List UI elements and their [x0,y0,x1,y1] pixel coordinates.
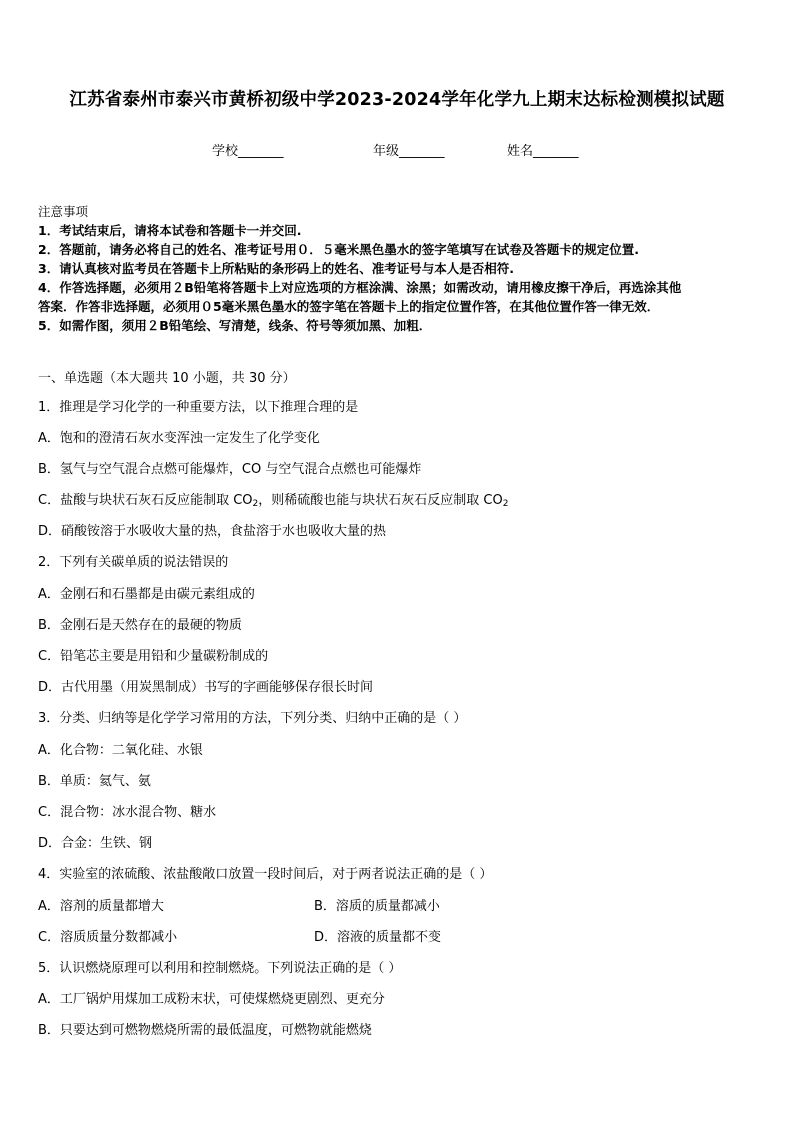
question-4-stem: 4．实验室的浓硫酸、浓盐酸敞口放置一段时间后，对于两者说法正确的是（ ） [38,867,493,882]
option-c-text-part1: C．盐酸与块状石灰石反应能制取 CO [38,493,253,508]
question-5-stem: 5．认识燃烧原理可以利用和控制燃烧。下列说法正确的是（ ） [38,961,402,976]
notice-item: 3．请认真核对监考员在答题卡上所粘贴的条形码上的姓名、准考证号与本人是否相符. [38,261,514,276]
notice-item: 4．作答选择题，必须用２B铅笔将答题卡上对应选项的方框涂满、涂黑；如需改动，请用橡皮擦干净后，再选涂其他 [38,280,682,295]
question-2-option-c: C．铅笔芯主要是用铅和少量碳粉制成的 [38,649,269,664]
school-field: 学校_______ [212,144,284,159]
question-1-stem: 1．推理是学习化学的一种重要方法，以下推理合理的是 [38,400,359,415]
question-2-option-d: D．古代用墨（用炭黑制成）书写的字画能够保存很长时间 [38,680,374,695]
notice-item: 2．答题前，请务必将自己的姓名、准考证号用０．５毫米黑色墨水的签字笔填写在试卷及答题卡的规定位置. [38,242,639,257]
question-3-stem: 3．分类、归纳等是化学学习常用的方法，下列分类、归纳中正确的是（ ） [38,711,467,726]
notice-item: 答案．作答非选择题，必须用０5毫米黑色墨水的签字笔在答题卡上的指定位置作答，在其他位置作答一律无效． [38,299,660,314]
grade-field: 年级_______ [373,144,445,159]
question-3-option-b: B．单质：氦气、氨 [38,774,151,789]
page-title: 江苏省泰州市泰兴市黄桥初级中学2023-2024学年化学九上期末达标检测模拟试题 [69,90,725,110]
question-5-option-a: A．工厂锅炉用煤加工成粉末状，可使煤燃烧更剧烈、更充分 [38,992,385,1007]
question-1-option-a: A．饱和的澄清石灰水变浑浊一定发生了化学变化 [38,431,320,446]
question-3-option-a: A．化合物：二氧化硅、水银 [38,743,203,758]
question-4-option-a: A．溶剂的质量都增大 [38,899,164,914]
notice-item: 1．考试结束后，请将本试卷和答题卡一并交回. [38,223,302,238]
question-1-option-c [38,489,508,509]
question-5-option-b: B．只要达到可燃物燃烧所需的最低温度，可燃物就能燃烧 [38,1023,372,1038]
option-c-text-part2: ，则稀硫酸也能与块状石灰石反应制取 CO [258,493,503,508]
question-4-option-d: D．溶液的质量都不变 [314,930,442,945]
question-2-option-b: B．金刚石是天然存在的最硬的物质 [38,618,242,633]
subscript: 2 [502,499,509,509]
question-4-option-b: B．溶质的质量都减小 [314,899,440,914]
question-2-stem: 2．下列有关碳单质的说法错误的 [38,555,229,570]
name-field: 姓名_______ [507,144,579,159]
question-2-option-a: A．金刚石和石墨都是由碳元素组成的 [38,587,255,602]
notice-section [38,202,758,335]
section-heading: 一、单选题（本大题共 10 小题，共 30 分） [38,371,296,386]
notice-item: 5．如需作图，须用２B铅笔绘、写清楚，线条、符号等须加黑、加粗． [38,318,432,333]
question-4-option-c: C．溶质质量分数都减小 [38,930,178,945]
notice-heading: 注意事项 [38,204,89,219]
question-1-option-d: D．硝酸铵溶于水吸收大量的热，食盐溶于水也吸收大量的热 [38,524,387,539]
question-3-option-d: D．合金：生铁、钢 [38,836,153,851]
question-1-option-b: B．氢气与空气混合点燃可能爆炸，CO 与空气混合点燃也可能爆炸 [38,462,422,477]
question-3-option-c: C．混合物：冰水混合物、糖水 [38,805,217,820]
subscript: 2 [252,499,259,509]
